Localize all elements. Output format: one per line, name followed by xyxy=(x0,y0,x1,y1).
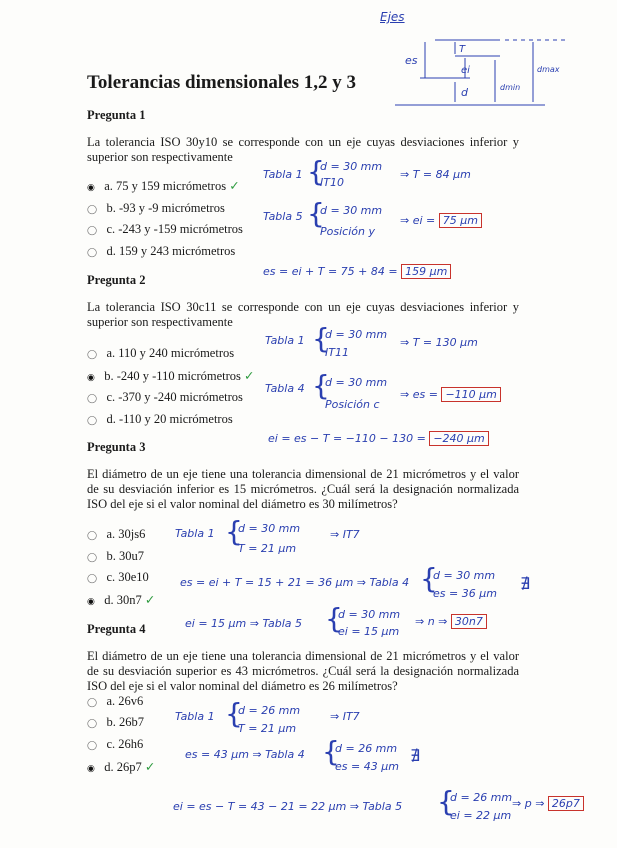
check-icon: ✓ xyxy=(229,178,240,193)
radio-icon[interactable]: ◯ xyxy=(87,205,98,215)
check-icon: ✓ xyxy=(244,368,255,383)
note-result: ⇒ p ⇒ 26p7 xyxy=(512,797,584,810)
option-text: c. 26h6 xyxy=(106,737,144,751)
option-text: c. -243 y -159 micrómetros xyxy=(106,222,243,236)
radio-icon[interactable]: ◯ xyxy=(87,719,98,729)
note-line: d = 30 mm xyxy=(320,160,383,173)
option-text: d. -110 y 20 micrómetros xyxy=(106,412,233,426)
brace-icon: { xyxy=(437,785,455,818)
note-line: T = 21 μm xyxy=(238,542,297,555)
note-result: ⇒ IT7 xyxy=(330,710,360,723)
note-line: IT10 xyxy=(320,176,344,189)
note-line: d = 30 mm xyxy=(325,328,388,341)
brace-icon: { xyxy=(420,562,438,595)
T-label: T xyxy=(459,44,466,55)
not-exists-icon: ∄ xyxy=(520,574,531,593)
tolerance-diagram xyxy=(395,30,595,110)
q2-option-b[interactable] xyxy=(87,368,255,384)
brace-icon: { xyxy=(322,735,340,768)
brace-icon: { xyxy=(312,369,330,402)
q3-option-d[interactable] xyxy=(87,592,155,608)
radio-icon[interactable]: ◯ xyxy=(87,350,98,360)
q4-option-b[interactable] xyxy=(87,715,144,730)
brace-icon: { xyxy=(312,322,330,355)
brace-icon: { xyxy=(325,602,343,635)
check-icon: ✓ xyxy=(144,759,156,774)
question-4-label: Pregunta 4 xyxy=(87,622,146,636)
note-line: d = 30 mm xyxy=(320,204,383,217)
dmin-label: dmin xyxy=(500,83,521,92)
d-label: d xyxy=(461,86,468,99)
q1-note-tabla1: Tabla 1 xyxy=(263,168,303,181)
q1-option-b[interactable] xyxy=(87,201,225,216)
q4-option-c[interactable] xyxy=(87,737,143,752)
option-text: a. 26v6 xyxy=(106,694,144,708)
note-result: ⇒ ei = 75 μm xyxy=(400,214,482,227)
question-3-stem: El diámetro de un eje tiene una tolerancia dimensional de 21 micrómetros y el valor de su desviación inferior es 15 micrómetros. ¿Cuál será la designación normalizada ISO del eje si el valor nominal del diámetro es 30 milímetros? xyxy=(87,467,519,511)
note-result: ⇒ T = 84 μm xyxy=(400,168,471,181)
page-title: Tolerancias dimensionales 1,2 y 3 xyxy=(87,72,357,93)
note-line: IT11 xyxy=(325,346,349,359)
radio-icon[interactable]: ◯ xyxy=(87,531,98,541)
note-line: d = 26 mm xyxy=(335,742,398,755)
note-line: ei = 15 μm xyxy=(338,625,400,638)
q1-note-tabla5: Tabla 5 xyxy=(263,210,303,223)
note-line: Posición y xyxy=(320,225,375,238)
option-text: b. 30u7 xyxy=(106,549,144,563)
q1-option-c[interactable] xyxy=(87,222,243,237)
note-line: es = 36 μm xyxy=(433,587,497,600)
radio-icon[interactable]: ◯ xyxy=(87,574,98,584)
check-icon: ✓ xyxy=(144,592,156,607)
radio-selected-icon[interactable]: ◉ xyxy=(87,597,95,607)
q2-option-a[interactable] xyxy=(87,346,234,361)
option-text: b. 26b7 xyxy=(106,715,144,729)
not-exists-icon: ∄ xyxy=(410,746,421,765)
option-text: c. 30e10 xyxy=(106,570,149,584)
question-2-label: Pregunta 2 xyxy=(87,273,146,287)
radio-icon[interactable]: ◯ xyxy=(87,226,98,236)
brace-icon: { xyxy=(307,155,325,188)
question-4-stem: El diámetro de un eje tiene una tolerancia dimensional de 21 micrómetros y el valor de su desviación superior es 43 micrómetros. ¿Cuál será la designación normalizada ISO del eje si el valor nominal del diámetro es 26 milímetros? xyxy=(87,649,519,693)
option-text: a. 75 y 159 micrómetros xyxy=(104,179,227,193)
note-line: d = 30 mm xyxy=(325,376,388,389)
q2-option-d[interactable] xyxy=(87,412,233,427)
q2-note-tabla1: Tabla 1 xyxy=(265,334,305,347)
option-text: d. 159 y 243 micrómetros xyxy=(106,244,236,258)
radio-selected-icon[interactable]: ◉ xyxy=(87,373,95,383)
brace-icon: { xyxy=(225,515,243,548)
q4-note-tabla1: Tabla 1 xyxy=(175,710,215,723)
radio-icon[interactable]: ◯ xyxy=(87,394,98,404)
q4-option-d[interactable] xyxy=(87,759,155,775)
q1-note-es: es = ei + T = 75 + 84 = 159 μm xyxy=(263,265,451,278)
dmax-label: dmax xyxy=(537,65,560,74)
q1-option-d[interactable] xyxy=(87,244,235,259)
brace-icon: { xyxy=(225,697,243,730)
radio-icon[interactable]: ◯ xyxy=(87,553,98,563)
radio-selected-icon[interactable]: ◉ xyxy=(87,183,95,193)
brace-icon: { xyxy=(307,197,325,230)
q2-note-ei: ei = es − T = −110 − 130 = −240 μm xyxy=(268,432,489,445)
option-text: a. 30js6 xyxy=(106,527,146,541)
note-result: ⇒ es = −110 μm xyxy=(400,388,501,401)
note-line: d = 30 mm xyxy=(433,569,496,582)
question-1-label: Pregunta 1 xyxy=(87,108,146,122)
question-2-stem: La tolerancia ISO 30c11 se corresponde con un eje cuyas desviaciones inferior y superior son respectivamente xyxy=(87,300,519,329)
note-line: d = 26 mm xyxy=(238,704,301,717)
q4-note-ei: ei = es − T = 43 − 21 = 22 μm ⇒ Tabla 5 xyxy=(173,800,403,813)
option-text: c. -370 y -240 micrómetros xyxy=(106,390,243,404)
option-text: a. 110 y 240 micrómetros xyxy=(106,346,235,360)
note-line: d = 30 mm xyxy=(238,522,301,535)
note-line: d = 30 mm xyxy=(338,608,401,621)
q3-note-ei: ei = 15 μm ⇒ Tabla 5 xyxy=(185,617,303,630)
q3-option-b[interactable] xyxy=(87,549,144,564)
ejes-note: Ejes xyxy=(380,10,405,24)
q2-note-tabla4: Tabla 4 xyxy=(265,382,305,395)
note-line: ei = 22 μm xyxy=(450,809,512,822)
q3-option-c[interactable] xyxy=(87,570,149,585)
note-result: ⇒ IT7 xyxy=(330,528,360,541)
radio-icon[interactable]: ◯ xyxy=(87,741,98,751)
q3-note-tabla1: Tabla 1 xyxy=(175,527,215,540)
radio-icon[interactable]: ◯ xyxy=(87,698,98,708)
note-result: ⇒ n ⇒ 30n7 xyxy=(415,615,487,628)
question-3-label: Pregunta 3 xyxy=(87,440,146,454)
q3-note-es: es = ei + T = 15 + 21 = 36 μm ⇒ Tabla 4 xyxy=(180,576,410,589)
radio-icon[interactable]: ◯ xyxy=(87,416,98,426)
es-label: es xyxy=(405,54,418,67)
note-line: es = 43 μm xyxy=(335,760,399,773)
q2-option-c[interactable] xyxy=(87,390,243,405)
note-line: T = 21 μm xyxy=(238,722,297,735)
note-line: d = 26 mm xyxy=(450,791,513,804)
q3-option-a[interactable] xyxy=(87,527,145,542)
ei-label: ei xyxy=(461,65,470,76)
option-text: d. 26p7 xyxy=(104,760,142,774)
radio-selected-icon[interactable]: ◉ xyxy=(87,764,95,774)
note-line: Posición c xyxy=(325,398,380,411)
option-text: d. 30n7 xyxy=(104,593,142,607)
note-result: ⇒ T = 130 μm xyxy=(400,336,478,349)
q1-option-a[interactable] xyxy=(87,178,240,194)
option-text: b. -93 y -9 micrómetros xyxy=(106,201,225,215)
q4-note-es: es = 43 μm ⇒ Tabla 4 xyxy=(185,748,305,761)
option-text: b. -240 y -110 micrómetros xyxy=(104,369,241,383)
q4-option-a[interactable] xyxy=(87,694,143,709)
question-1-stem: La tolerancia ISO 30y10 se corresponde con un eje cuyas desviaciones inferior y superior son respectivamente xyxy=(87,135,519,164)
radio-icon[interactable]: ◯ xyxy=(87,248,98,258)
